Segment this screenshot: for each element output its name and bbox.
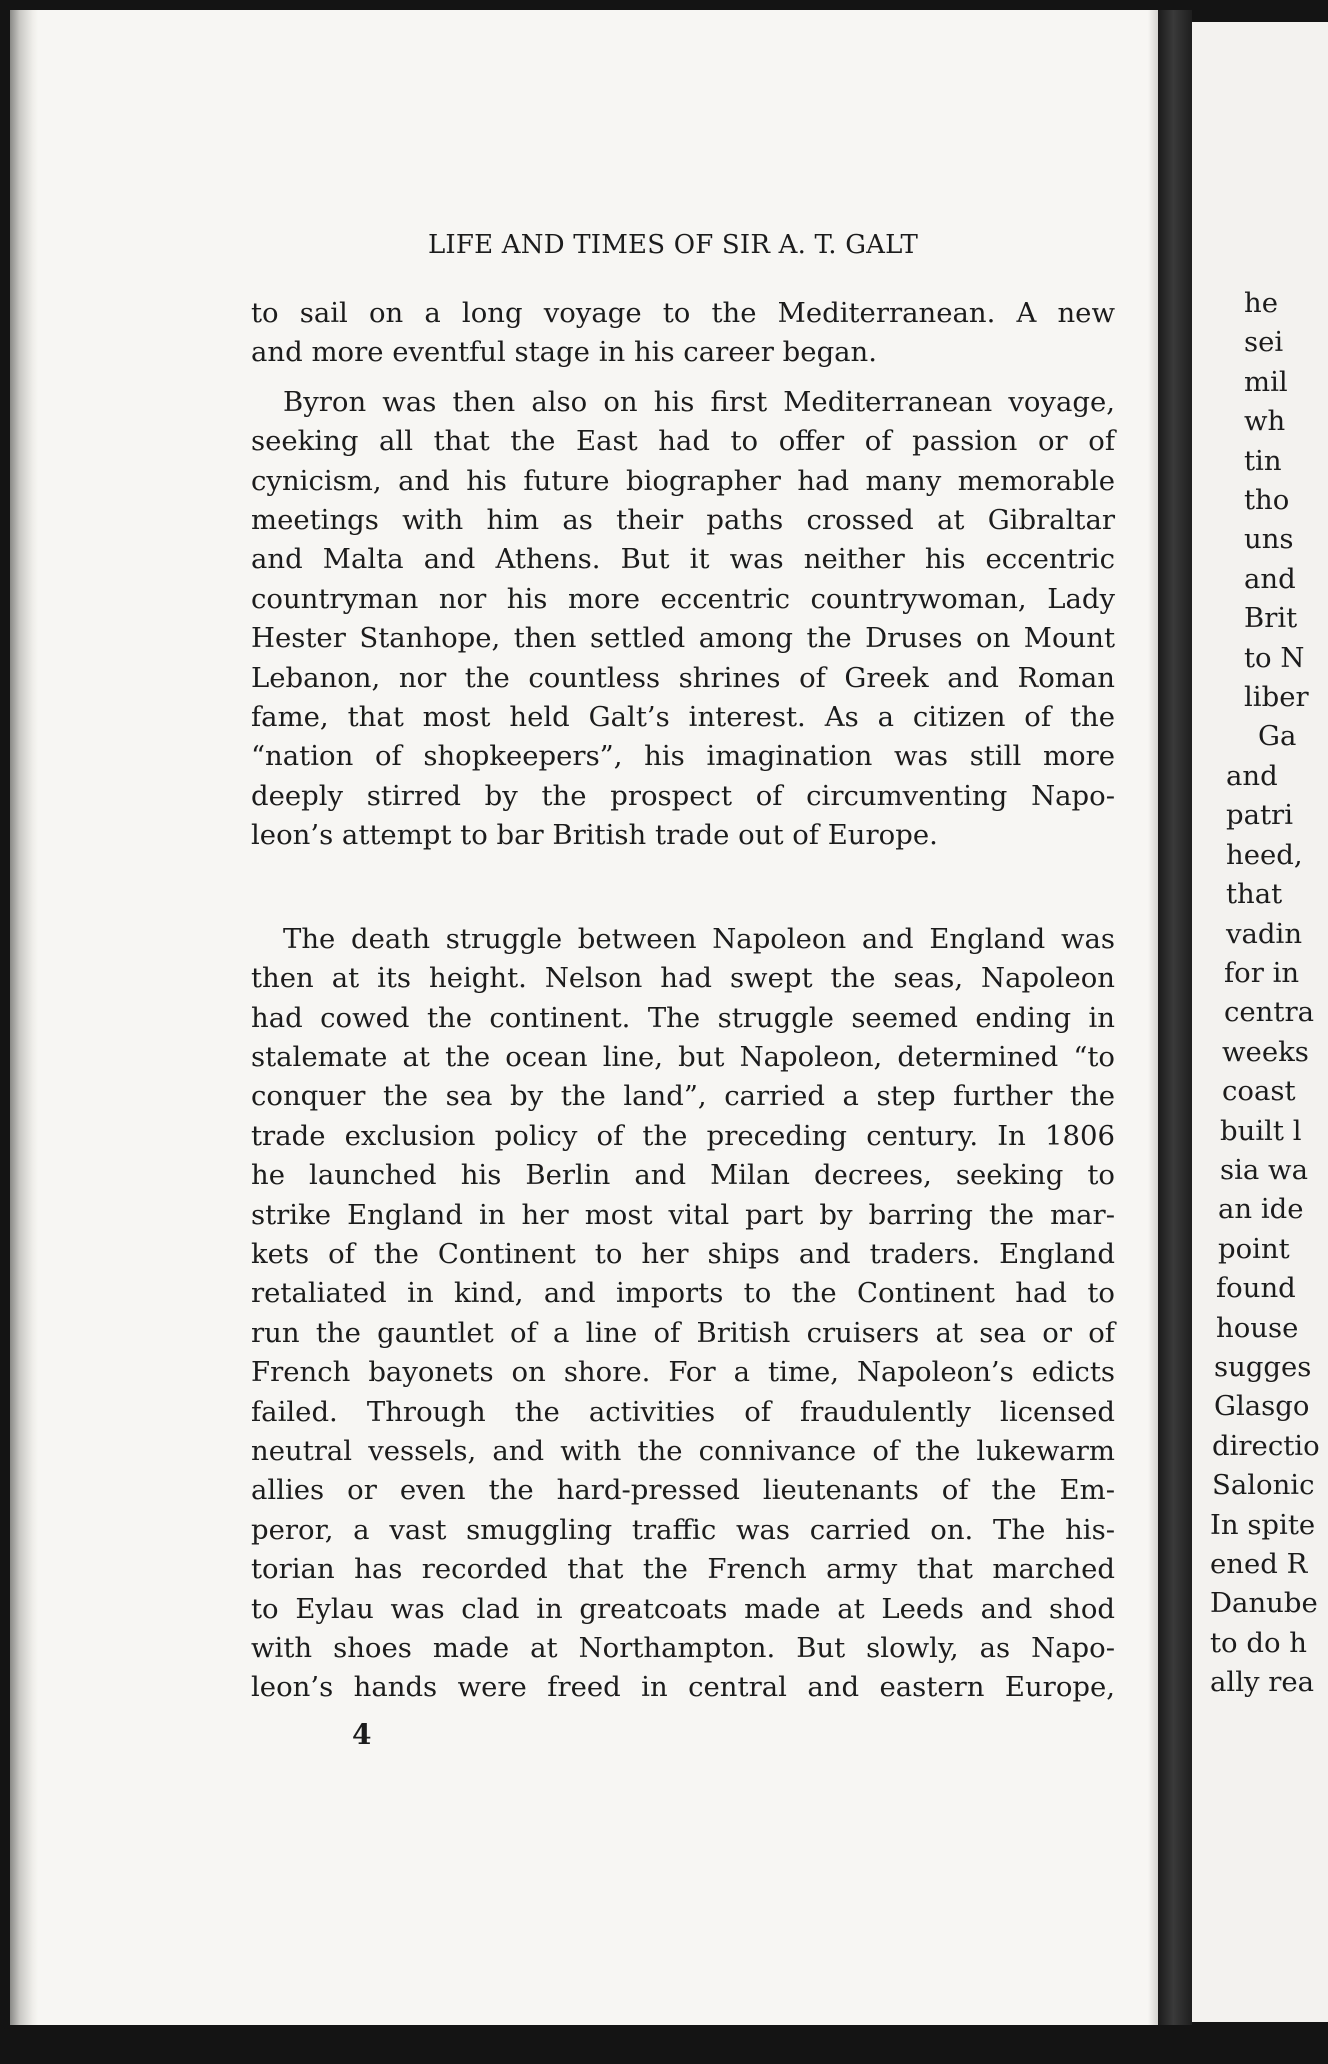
text-line: torian has recorded that the French army that marched [251,1553,1115,1586]
text-line: had cowed the continent. The struggle seemed ending in [251,1001,1115,1034]
text-line: leon’s hands were freed in central and eastern Europe, [251,1671,1115,1704]
page-edge-shadow [1148,10,1158,2025]
book-spine [1158,10,1192,2025]
text-fragment: In spite [1210,1508,1316,1541]
text-fragment: Ga [1258,720,1297,753]
text-fragment: wh [1244,405,1286,438]
text-line: to sail on a long voyage to the Mediterranean. A new [251,297,1115,329]
gutter-shadow [10,10,38,2025]
text-line: countryman nor his more eccentric countrywoman, Lady [251,582,1115,615]
text-line: fame, that most held Galt’s interest. As a citizen of the [251,701,1115,734]
text-line: kets of the Continent to her ships and traders. England [251,1237,1115,1270]
paragraph-2 [251,383,1115,856]
left-page [10,10,1158,2025]
text-fragment: and [1244,562,1296,595]
text-line: “nation of shopkeepers”, his imagination was still more [251,740,1115,773]
text-line: failed. Through the activities of fraudulently licensed [251,1395,1115,1428]
text-line: peror, a vast smuggling traffic was carried on. The his- [251,1513,1115,1546]
body-text [251,294,1115,1708]
text-fragment: Brit [1244,602,1298,635]
text-fragment: vadin [1226,917,1303,950]
text-line: deeply stirred by the prospect of circumventing Napo- [251,779,1115,812]
text-line: Byron was then also on his first Mediterranean voyage, [283,385,1115,418]
text-line: with shoes made at Northampton. But slowly, as Napo- [251,1632,1115,1664]
text-line: cynicism, and his future biographer had many memorable [251,464,1115,497]
running-head: LIFE AND TIMES OF SIR A. T. GALT [427,230,919,260]
text-fragment: house [1216,1311,1299,1344]
text-fragment: Danube [1210,1587,1318,1620]
text-fragment: found [1216,1272,1296,1305]
text-fragment: an ide [1218,1193,1304,1226]
text-line: conquer the sea by the land”, carried a step further the [251,1080,1115,1113]
text-line: Hester Stanhope, then settled among the Druses on Mount [251,622,1115,655]
text-line: seeking all that the East had to offer of passion or of [251,425,1115,458]
right-page-text [1210,284,1328,1703]
text-line: then at its height. Nelson had swept the seas, Napoleon [251,962,1115,995]
text-line: The death struggle between Napoleon and England was [283,922,1115,955]
text-fragment: he [1244,287,1278,319]
text-fragment: sei [1244,326,1284,359]
text-line: allies or even the hard-pressed lieutenants of the Em- [251,1474,1115,1507]
text-fragment: weeks [1222,1035,1309,1068]
text-fragment: ened R [1210,1548,1308,1580]
text-fragment: built l [1220,1114,1302,1147]
text-line: meetings with him as their paths crossed at Gibraltar [251,504,1115,537]
text-fragment: liber [1244,681,1309,714]
page-number: 4 [352,1718,372,1751]
text-fragment: tho [1244,484,1290,517]
text-fragment: centra [1224,996,1314,1029]
paragraph-3 [251,920,1115,1708]
text-line: neutral vessels, and with the connivance of the lukewarm [251,1434,1115,1467]
text-fragment: to do h [1210,1626,1307,1659]
text-line: and more eventful stage in his career began. [251,336,878,369]
text-line: retaliated in kind, and imports to the Continent had to [251,1277,1115,1310]
text-fragment: patri [1226,799,1293,832]
paragraph-1 [251,294,1115,373]
text-fragment: mil [1244,365,1288,398]
text-fragment: for in [1224,956,1300,989]
text-fragment: Glasgo [1214,1390,1310,1423]
text-fragment: sugges [1214,1350,1312,1383]
text-fragment: that [1226,878,1283,911]
text-fragment: ally rea [1210,1666,1315,1699]
text-fragment: sia wa [1220,1153,1308,1186]
right-page [1192,22,1328,2022]
text-fragment: tin [1244,444,1282,477]
text-fragment: directio [1212,1429,1320,1462]
text-line: stalemate at the ocean line, but Napoleon, determined “to [251,1040,1115,1073]
text-line: leon’s attempt to bar British trade out of Europe. [251,819,938,852]
text-line: he launched his Berlin and Milan decrees, seeking to [251,1159,1115,1192]
text-line: trade exclusion policy of the preceding century. In 1806 [251,1119,1115,1152]
text-line: strike England in her most vital part by barring the mar- [251,1198,1115,1231]
text-line: run the gauntlet of a line of British cruisers at sea or of [251,1316,1115,1349]
text-line: to Eylau was clad in greatcoats made at Leeds and shod [251,1592,1115,1625]
text-line: French bayonets on shore. For a time, Napoleon’s edicts [251,1356,1115,1389]
text-line: and Malta and Athens. But it was neither his eccentric [251,543,1115,576]
text-line: Lebanon, nor the countless shrines of Greek and Roman [251,661,1115,694]
text-fragment: point [1218,1232,1290,1265]
text-fragment: coast [1222,1075,1296,1108]
text-fragment: Salonic [1212,1469,1315,1502]
text-fragment: to N [1244,641,1305,674]
text-fragment: heed, [1226,838,1303,871]
text-fragment: and [1226,759,1278,792]
text-fragment: uns [1244,523,1294,556]
